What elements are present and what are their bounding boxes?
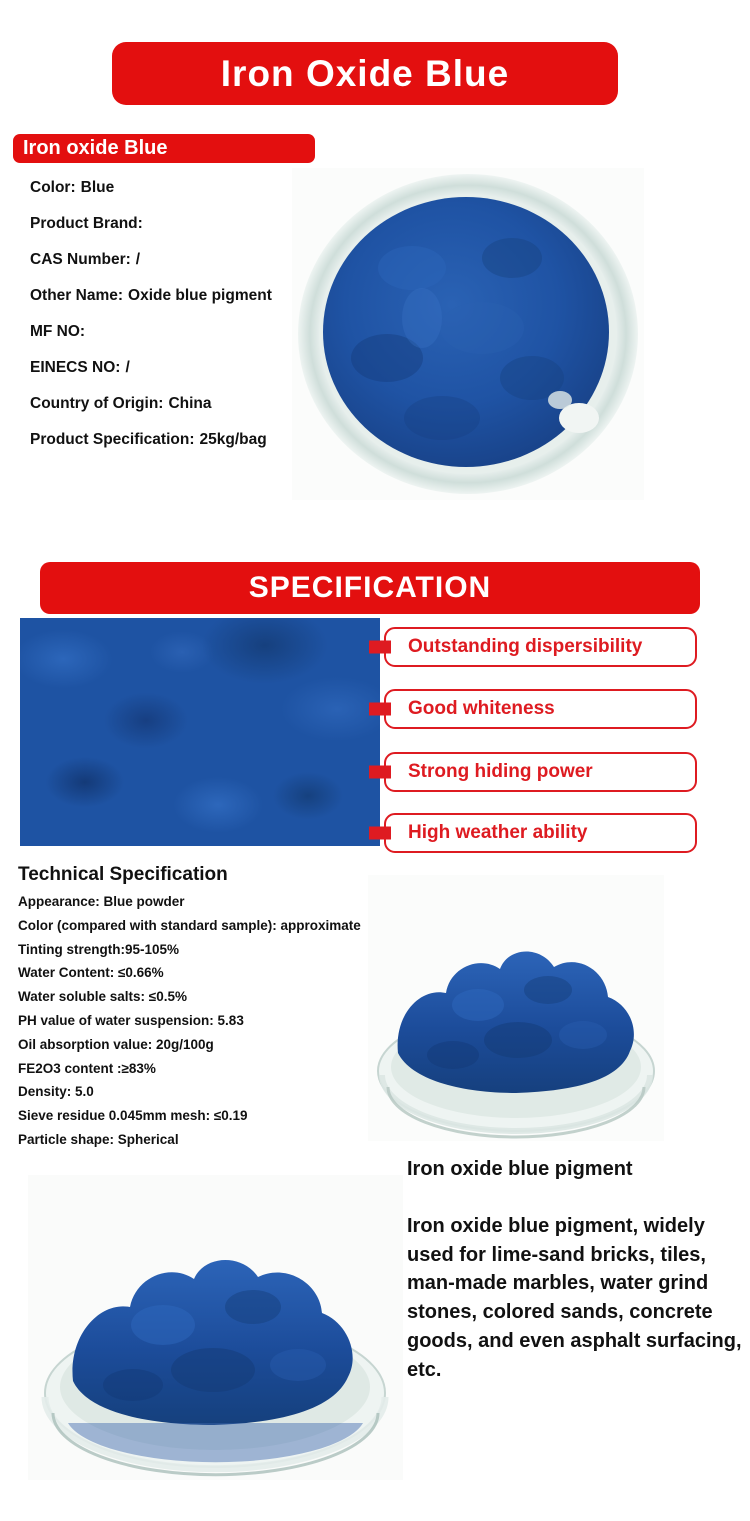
- tech-spec-item: Appearance: Blue powder: [18, 894, 185, 909]
- feature-box: [384, 627, 697, 667]
- main-title-banner: [112, 42, 618, 105]
- tech-spec-list: [18, 890, 378, 1152]
- pigment-dish-photo-bottom: [28, 1175, 403, 1480]
- attribute-row: [30, 314, 310, 350]
- attribute-row: [30, 242, 310, 278]
- tech-spec-heading: Technical Specification: [18, 864, 228, 885]
- attribute-label: Country of Origin:: [30, 395, 164, 412]
- specification-banner: [40, 562, 700, 614]
- pigment-dish-photo-middle: [368, 875, 664, 1141]
- feature-label: Outstanding dispersibility: [408, 636, 643, 657]
- tech-spec-item: Particle shape: Spherical: [18, 1131, 179, 1147]
- product-section-label: [13, 134, 315, 163]
- tech-spec-item: Color (compared with standard sample): approximate: [18, 917, 361, 933]
- feature-label: High weather ability: [408, 822, 588, 843]
- tech-spec-item: Oil absorption value: 20g/100g: [18, 1036, 214, 1052]
- pigment-dish-photo-top: [292, 168, 644, 500]
- tech-spec-item: Tinting strength:95-105%: [18, 941, 180, 957]
- attribute-row: [30, 350, 310, 386]
- feature-label: Strong hiding power: [408, 761, 593, 782]
- tech-spec-item: Density: 5.0: [18, 1084, 94, 1100]
- attribute-label: EINECS NO:: [30, 359, 121, 376]
- attribute-value: Oxide blue pigment: [128, 287, 272, 304]
- tech-spec-item: Water soluble salts: ≤0.5%: [18, 989, 187, 1005]
- feature-connector: [369, 703, 391, 716]
- tech-spec-item: PH value of water suspension: 5.83: [18, 1012, 244, 1028]
- product-section-label-text: Iron oxide Blue: [23, 137, 168, 159]
- tech-spec-item: Sieve residue 0.045mm mesh: ≤0.19: [18, 1108, 248, 1124]
- attribute-value: China: [168, 395, 212, 412]
- attribute-label: Color:: [30, 179, 76, 196]
- attribute-label: Other Name:: [30, 287, 124, 304]
- page-title: Iron Oxide Blue: [220, 52, 510, 94]
- feature-connector: [369, 766, 391, 779]
- attribute-row: [30, 206, 310, 242]
- attribute-row: [30, 170, 310, 206]
- attribute-label: CAS Number:: [30, 251, 131, 268]
- feature-connector: [369, 827, 391, 840]
- pigment-paragraph: Iron oxide blue pigment, widely used for lime-sand bricks, tiles, man-made marbles, water grind stones, colored sands, concrete goods, and even asphalt surfacing, etc.: [407, 1215, 742, 1381]
- attribute-value: Blue: [80, 179, 115, 196]
- attribute-value: /: [125, 359, 130, 376]
- feature-box: [384, 752, 697, 792]
- attribute-row: [30, 278, 310, 314]
- attribute-label: MF NO:: [30, 323, 86, 340]
- feature-connector: [369, 641, 391, 654]
- attribute-row: [30, 422, 310, 458]
- feature-box: [384, 689, 697, 729]
- feature-label: Good whiteness: [408, 698, 555, 719]
- attribute-row: [30, 386, 310, 422]
- pigment-closeup-photo: [20, 618, 380, 846]
- attribute-label: Product Specification:: [30, 431, 195, 448]
- attribute-value: 25kg/bag: [199, 431, 267, 448]
- attribute-value: /: [135, 251, 141, 268]
- specification-banner-text: SPECIFICATION: [248, 571, 492, 604]
- tech-spec-item: FE2O3 content :≥83%: [18, 1060, 156, 1076]
- attribute-label: Product Brand:: [30, 215, 143, 232]
- pigment-caption: Iron oxide blue pigment: [407, 1158, 633, 1180]
- feature-box: [384, 813, 697, 853]
- product-attributes: [30, 170, 310, 458]
- tech-spec-item: Water Content: ≤0.66%: [18, 965, 164, 981]
